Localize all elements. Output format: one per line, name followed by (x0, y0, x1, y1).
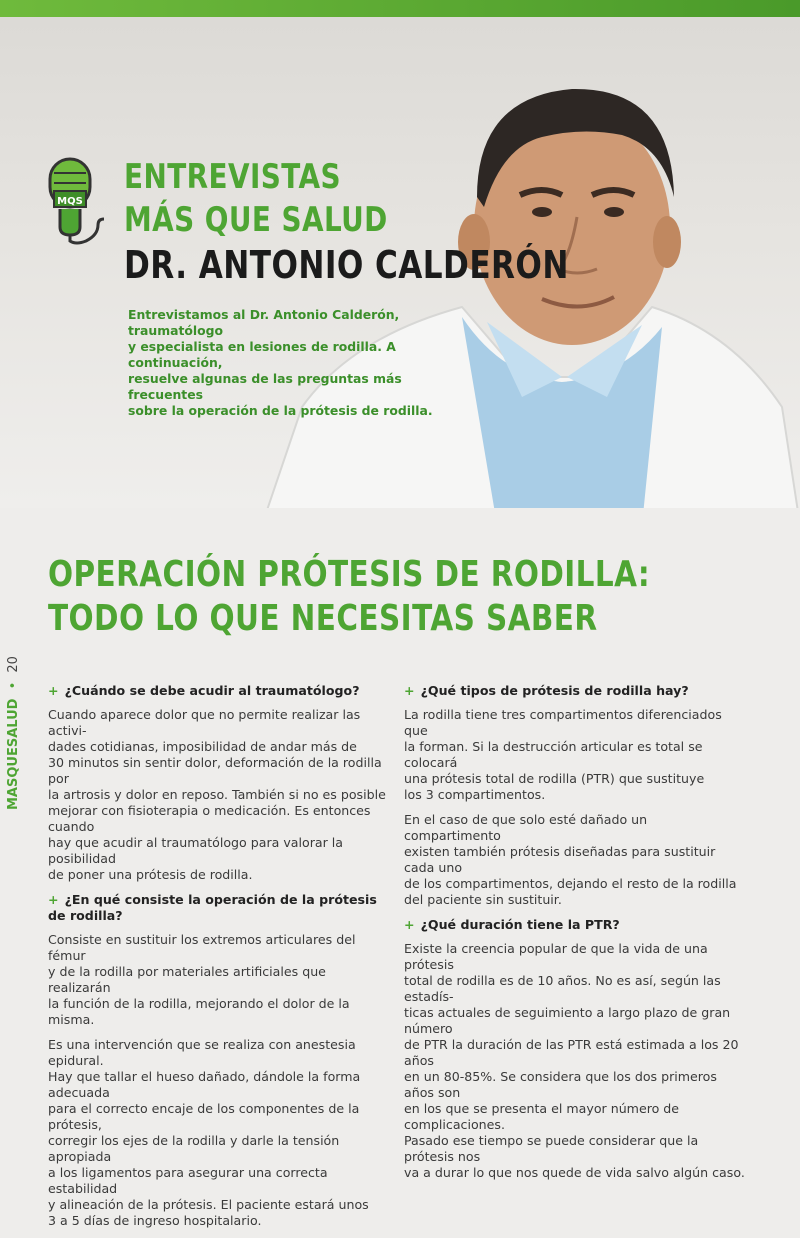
header-doctor-name: DR. ANTONIO CALDERÓN (124, 243, 569, 287)
answer-paragraph: Consiste en sustituir los extremos articulares del fémur y de la rodilla por materiales artificiales que realizarán la función de la rodilla, mejorando el dolor de la misma. (48, 932, 356, 1027)
question-heading: + ¿Qué duración tiene la PTR? (404, 917, 620, 932)
hero-section (0, 17, 800, 508)
right-column (404, 683, 746, 1190)
header-line-2: MÁS QUE SALUD (124, 200, 388, 240)
doctor-portrait (262, 77, 800, 508)
answer-paragraph: Cuando aparece dolor que no permite realizar las activi- dades cotidianas, imposibilidad de andar más de 30 minutos sin sentir dolor, deformación de la rodilla por la artrosis y dolor en reposo. También si no es posible mejorar con fisioterapia o medicación. Es entonces cuando hay que acudir al traumatólogo para valorar la posibilidad de poner una prótesis de rodilla. (48, 707, 386, 882)
plus-icon: + (48, 683, 59, 698)
intro-text: Entrevistamos al Dr. Antonio Calderón, traumatólogo y especialista en lesiones de rodilla. A continuación, resuelve algunas de las preguntas más frecuentes sobre la operación de la prótesis de rodilla. (128, 307, 433, 418)
answer-paragraph: Existe la creencia popular de que la vida de una prótesis total de rodilla es de 10 años. No es así, según las estadís- ticas actuales de seguimiento a largo plazo de gran número de PTR la duración de las PTR está estimada a los 20 años en un 80-85%. Se considera que los dos primeros años son en los que se presenta el mayor número de complicaciones. Pasado ese tiempo se puede considerar que la prótesis nos va a durar lo que nos quede de vida salvo algún caso. (404, 941, 745, 1180)
header-line-1: ENTREVISTAS (124, 157, 341, 197)
brand-separator: • (6, 681, 21, 690)
question-heading: + ¿En qué consiste la operación de la prótesis de rodilla? (48, 892, 377, 923)
question-heading: + ¿Cuándo se debe acudir al traumatólogo? (48, 683, 360, 698)
answer-paragraph: Es una intervención que se realiza con anestesia epidural. Hay que tallar el hueso dañado, dándole la forma adecuada para el correcto encaje de los componentes de la prótesis, corregir los ejes de la rodilla y darle la tensión apropiada a los ligamentos para asegurar una correcta estabilidad y alineación de la prótesis. El paciente estará unos 3 a 5 días de ingreso hospitalario. (48, 1037, 369, 1228)
mic-badge: MQS (57, 196, 83, 207)
top-accent-bar (0, 0, 800, 17)
question-heading: + ¿Qué tipos de prótesis de rodilla hay? (404, 683, 689, 698)
plus-icon: + (404, 683, 415, 698)
plus-icon: + (48, 892, 59, 907)
plus-icon: + (404, 917, 415, 932)
article-title-line-2: TODO LO QUE NECESITAS SABER (48, 598, 598, 639)
side-brand (6, 656, 36, 810)
answer-paragraph: En el caso de que solo esté dañado un compartimento existen también prótesis diseñadas para sustituir cada uno de los compartimentos, dejando el resto de la rodilla del paciente sin sustituir. (404, 812, 737, 907)
answer-paragraph: La rodilla tiene tres compartimentos diferenciados que la forman. Si la destrucción articular es total se colocará una prótesis total de rodilla (PTR) que sustituye los 3 compartimentos. (404, 707, 722, 802)
brand-name: MASQUESALUD (6, 698, 21, 810)
article-title-line-1: OPERACIÓN PRÓTESIS DE RODILLA: (48, 554, 651, 595)
left-column (48, 683, 390, 1238)
microphone-icon (46, 155, 108, 247)
page-number: 20 (6, 656, 21, 673)
